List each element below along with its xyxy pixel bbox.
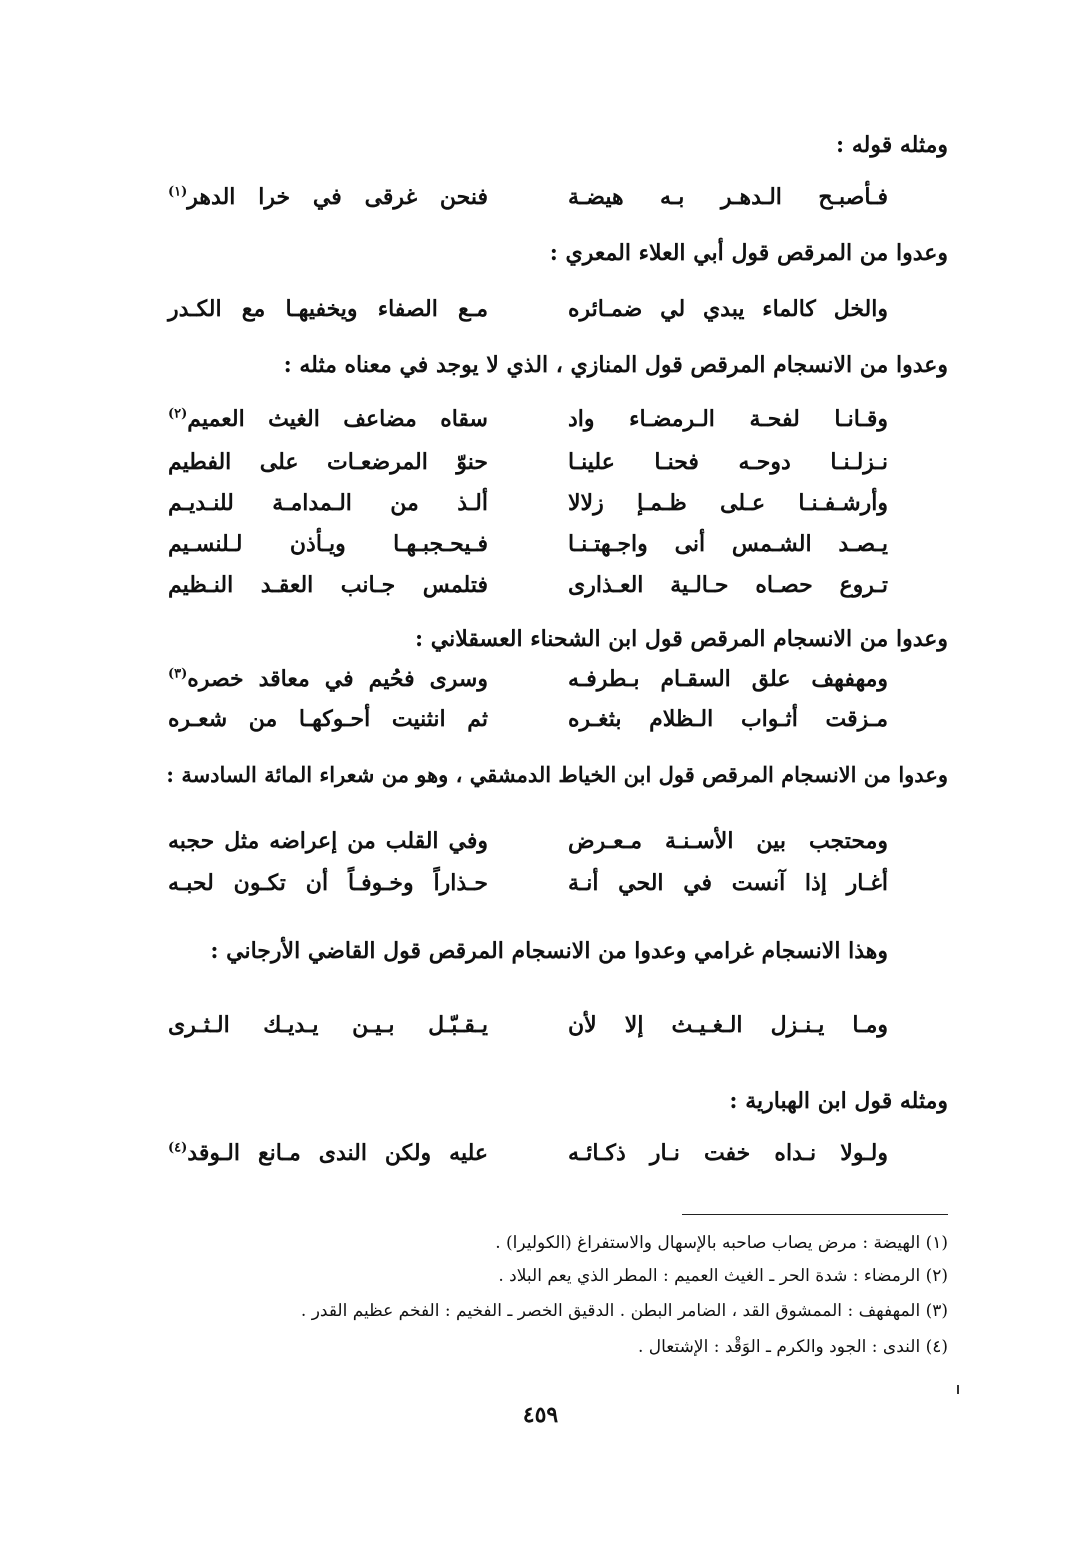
- verse-3-3: [168, 490, 888, 520]
- verse-2: [168, 296, 888, 326]
- intro-line-1: ومثله قوله :: [836, 132, 948, 158]
- verse-second-hemistich: ثم انثنيت أحـوكهـا من شعـره: [168, 706, 488, 732]
- verse-first-hemistich: أغـار إذا آنست في الحي أنـة: [568, 870, 888, 896]
- verse-6-first-hemistich: ومـا يـنـزل الـغـيـث إلا لأن: [568, 1012, 888, 1038]
- footnote-3: (٣) المهفهف : الممشوق القد ، الضامر البطن . الدقيق الخصر ـ الفخيم : الفخم عظيم القدر .: [300, 1301, 948, 1321]
- footnote-4: (٤) الندى : الجود والكرم ـ الوَقْد : الإشتعال .: [637, 1337, 948, 1357]
- intro-line-4: وعدوا من الانسجام المرقص قول ابن الشحناء العسقلاني :: [415, 626, 948, 652]
- verse-first-hemistich: تـروع حصـاه حـالـية العـذارى: [568, 572, 888, 598]
- verse-first-hemistich: مـزقت أثـواب الـظلام بثغـره: [568, 706, 888, 732]
- verse-4-1: [168, 666, 888, 696]
- verse-second-hemistich: حنوّ المرضعـات على الفطيم: [168, 449, 488, 475]
- verse-first-hemistich: ومحتجب بين الأسـنـة مـعـرض: [568, 828, 888, 854]
- verse-7-first-hemistich: ولـولا نـداه خفت نـار ذكـائـه: [568, 1140, 888, 1166]
- verse-7-second-hemistich: عليه ولكن الندى مـانع الـوقد$^{(٤)}$: [168, 1140, 488, 1166]
- footnote-ref-4: (٤): [168, 1140, 188, 1156]
- verse-4-2: [168, 706, 888, 736]
- verse-7: [168, 1140, 888, 1170]
- verse-first-hemistich: يـصـد الشـمس أنى واجـهتـنـا: [568, 531, 888, 557]
- verse-3-5: [168, 572, 888, 602]
- intro-line-3: وعدوا من الانسجام المرقص قول المنازي ، الذي لا يوجد في معناه مثله :: [283, 352, 948, 378]
- verse-6-second-hemistich: يـقـبّـل بـيـن يـديـك الـثـرى: [168, 1012, 488, 1038]
- intro-line-6: وهذا الانسجام غرامي وعدوا من الانسجام المرقص قول القاضي الأرجاني :: [210, 938, 888, 964]
- footnote-ref-2: (٢): [168, 406, 188, 422]
- margin-mark: [957, 1385, 959, 1394]
- verse-2-second-hemistich: مـع الصفاء ويخفيهـا مع الكـدر: [168, 296, 488, 322]
- verse-2-first-hemistich: والخل كالماء يبدي لي ضمـائره: [568, 296, 888, 322]
- verse-first-hemistich: وأرشـفـنـا عـلى ظـمـإ زلالا: [568, 490, 888, 516]
- verse-3-2: [168, 449, 888, 479]
- verse-second-hemistich: فتلمس جـانب العقـد النـظيم: [168, 572, 488, 598]
- intro-line-7: ومثله قول ابن الهبارية :: [729, 1088, 948, 1114]
- verse-second-hemistich: حـذاراً وخـوفـاً أن تكـون لحبـه: [168, 870, 488, 896]
- verse-6: [168, 1012, 888, 1042]
- verse-1-first-hemistich: فـأصبـح الـدهـر بـه هيضـة: [568, 184, 888, 210]
- page-number: ٤٥٩: [522, 1402, 559, 1428]
- verse-second-hemistich: وفي القلب من إعراضه مثل حجبه: [168, 828, 488, 854]
- verse-second-hemistich: ألـذ من الـمدامـة للنـديـم: [168, 490, 488, 516]
- intro-line-5: وعدوا من الانسجام المرقص قول ابن الخياط الدمشقي ، وهو من شعراء المائة السادسة :: [166, 762, 948, 787]
- footnote-1: (١) الهيضة : مرض يصاب صاحبه بالإسهال والاستفراغ (الكوليرا) .: [495, 1233, 948, 1253]
- verse-1: [168, 184, 888, 214]
- verse-second-hemistich: وسرى فحُيم في معاقد خصره$^{(٣)}$: [168, 666, 488, 692]
- intro-line-2: وعدوا من المرقص قول أبي العلاء المعري :: [549, 240, 948, 266]
- verse-1-second-hemistich: فنحن غرقى في خرا الدهر$^{(١)}$: [168, 184, 488, 210]
- verse-first-hemistich: وقـانـا لفحـة الـرمضـاء واد: [568, 406, 888, 432]
- footnote-ref-1: (١): [168, 184, 188, 200]
- verse-5-1: [168, 828, 888, 858]
- verse-3-4: [168, 531, 888, 561]
- footnote-2: (٢) الرمضاء : شدة الحر ـ الغيث العميم : المطر الذي يعم البلاد .: [498, 1266, 948, 1286]
- verse-5-2: [168, 870, 888, 900]
- verse-3-1: [168, 406, 888, 436]
- footnote-separator: [682, 1214, 948, 1215]
- verse-second-hemistich: فـيحـجبـهـا ويـأذن لـلنسـيم: [168, 531, 488, 557]
- verse-first-hemistich: ومهفهف علق السقـام بـطرفـه: [568, 666, 888, 692]
- verse-first-hemistich: نـزلـنـا دوحـه فحنـا علينـا: [568, 449, 888, 475]
- verse-second-hemistich: سقاه مضاعف الغيث العميم$^{(٢)}$: [168, 406, 488, 432]
- footnote-ref-3: (٣): [168, 666, 188, 682]
